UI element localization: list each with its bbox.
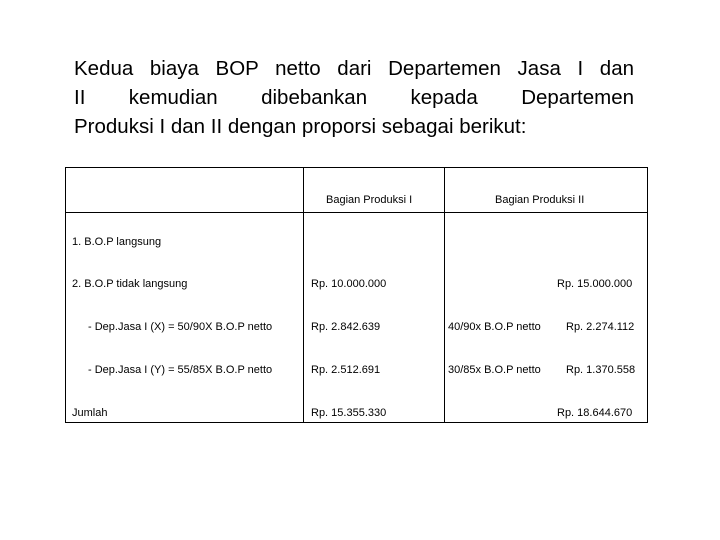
row-dep-jasa-x-label: - Dep.Jasa I (X) = 50/90X B.O.P netto [88,321,273,333]
row-dep-jasa-y-label: - Dep.Jasa I (Y) = 55/85X B.O.P netto [88,364,273,376]
row-dep-jasa-x-formula: 40/90x B.O.P netto [448,321,541,333]
intro-line-2: II kemudian dibebankan kepada Departemen [74,86,634,109]
row-jumlah-label: Jumlah [72,407,108,419]
header-bagian-produksi-2: Bagian Produksi II [495,194,585,206]
row-dep-jasa-x-col2: Rp. 2.274.112 [566,321,635,333]
table-divider-1 [303,168,304,422]
allocation-table [65,167,648,423]
row-jumlah-col2: Rp. 18.644.670 [557,407,633,419]
row-bop-tidak-langsung-label: 2. B.O.P tidak langsung [72,278,188,290]
row-bop-langsung-label: 1. B.O.P langsung [72,236,162,248]
row-bop-tidak-langsung-col2: Rp. 15.000.000 [557,278,633,290]
intro-line-1: Kedua biaya BOP netto dari Departemen Jasa I dan [74,57,634,80]
table-divider-2 [444,168,445,422]
row-dep-jasa-y-formula: 30/85x B.O.P netto [448,364,541,376]
intro-paragraph [74,54,634,141]
row-jumlah-col1: Rp. 15.355.330 [311,407,387,419]
row-dep-jasa-x-col1: Rp. 2.842.639 [311,321,381,333]
header-bagian-produksi-1: Bagian Produksi I [326,194,413,206]
row-dep-jasa-y-col1: Rp. 2.512.691 [311,364,381,376]
intro-line-3: Produksi I dan II dengan proporsi sebagai berikut: [74,115,527,138]
row-dep-jasa-y-col2: Rp. 1.370.558 [566,364,636,376]
row-bop-tidak-langsung-col1: Rp. 10.000.000 [311,278,387,290]
table-header-divider [66,212,647,213]
